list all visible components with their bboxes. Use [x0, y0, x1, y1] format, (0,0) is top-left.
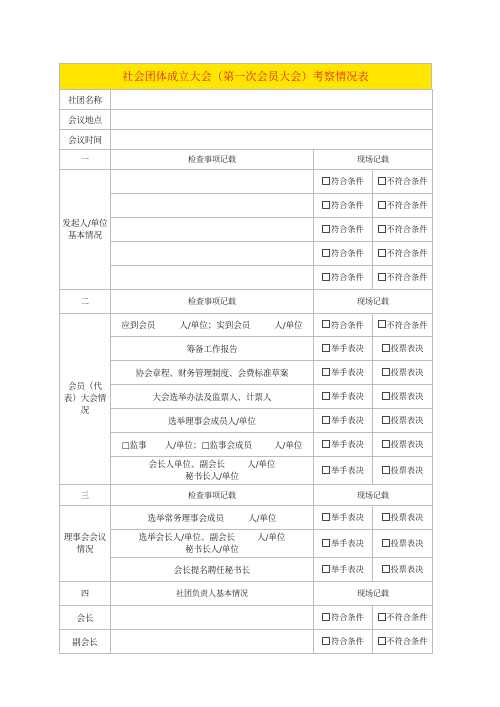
checkbox-icon[interactable]	[322, 344, 330, 352]
option-hand-vote[interactable]: 举手表决	[314, 457, 373, 485]
column-header-site-record: 现场记载	[314, 582, 433, 606]
info-row-location	[60, 110, 433, 130]
option-ballot-vote[interactable]: 投票表决	[373, 361, 433, 385]
checkbox-icon[interactable]	[378, 613, 386, 621]
checkbox-icon[interactable]	[322, 416, 330, 424]
column-header-site-record: 现场记载	[314, 290, 433, 314]
option-hand-vote[interactable]: 举手表决	[314, 409, 373, 433]
checkbox-icon[interactable]	[378, 320, 386, 328]
checkbox-icon[interactable]	[322, 440, 330, 448]
check-item: 协会章程、财务管理制度、会费标准草案	[111, 361, 314, 385]
table-row	[60, 266, 433, 290]
checkbox-icon[interactable]	[382, 513, 390, 521]
column-header-leader-info: 社团负责人基本情况	[111, 582, 314, 606]
option-not-meets[interactable]: 不符合条件	[373, 630, 433, 654]
checkbox-icon[interactable]	[322, 539, 330, 547]
section-label: 会员（代表）大会情况	[60, 314, 111, 485]
checkbox-icon[interactable]	[322, 201, 330, 209]
checkbox-icon[interactable]	[322, 392, 330, 400]
table-row	[60, 314, 433, 337]
checkbox-icon[interactable]	[322, 273, 330, 281]
table-row	[60, 337, 433, 361]
table-row	[60, 361, 433, 385]
column-header-check-items: 检查事项记载	[111, 150, 314, 170]
info-label: 社团名称	[60, 90, 111, 110]
checkbox-icon[interactable]	[322, 513, 330, 521]
column-header-check-items: 检查事项记载	[111, 485, 314, 506]
leader-label: 会长	[60, 606, 111, 630]
option-ballot-vote[interactable]: 投票表决	[373, 558, 433, 582]
table-row	[60, 558, 433, 582]
checkbox-icon[interactable]	[382, 466, 390, 474]
check-item: 筹备工作报告	[111, 337, 314, 361]
attendance-item: 应到会员 人/单位；实到会员 人/单位	[111, 314, 314, 337]
section-header-3	[60, 485, 433, 506]
checkbox-icon[interactable]	[382, 392, 390, 400]
column-header-check-items: 检查事项记载	[111, 290, 314, 314]
table-row	[60, 409, 433, 433]
option-ballot-vote[interactable]: 投票表决	[373, 457, 433, 485]
section-number: 四	[60, 582, 111, 606]
info-row-time	[60, 130, 433, 150]
section-number: 二	[60, 290, 111, 314]
table-row	[60, 170, 433, 194]
checkbox-icon[interactable]	[322, 613, 330, 621]
check-item-field[interactable]	[111, 242, 314, 266]
checkbox-icon[interactable]	[378, 225, 386, 233]
option-not-meets[interactable]: 不符合条件	[373, 194, 433, 218]
info-label: 会议地点	[60, 110, 111, 130]
option-meets[interactable]: 符合条件	[314, 242, 373, 266]
section-label: 发起人/单位基本情况	[60, 170, 111, 290]
leader-info-field[interactable]	[111, 606, 314, 630]
option-meets[interactable]: 符合条件	[314, 266, 373, 290]
leader-info-field[interactable]	[111, 630, 314, 654]
option-not-meets[interactable]: 不符合条件	[373, 314, 433, 337]
table-row	[60, 630, 433, 654]
info-label: 会议时间	[60, 130, 111, 150]
check-item-field[interactable]	[111, 218, 314, 242]
checkbox-icon[interactable]	[322, 320, 330, 328]
table-row	[60, 606, 433, 630]
checkbox-icon[interactable]	[378, 273, 386, 281]
option-not-meets[interactable]: 不符合条件	[373, 266, 433, 290]
section-number: 三	[60, 485, 111, 506]
table-row	[60, 457, 433, 485]
check-item: 大会选举办法及监票人、计票人	[111, 385, 314, 409]
checkbox-icon[interactable]	[378, 177, 386, 185]
checkbox-icon[interactable]	[382, 539, 390, 547]
option-hand-vote[interactable]: 举手表决	[314, 361, 373, 385]
table-row	[60, 218, 433, 242]
check-item-field[interactable]	[111, 194, 314, 218]
checkbox-icon[interactable]	[322, 249, 330, 257]
option-not-meets[interactable]: 不符合条件	[373, 242, 433, 266]
option-ballot-vote[interactable]: 投票表决	[373, 530, 433, 558]
option-ballot-vote[interactable]: 投票表决	[373, 433, 433, 457]
checkbox-icon[interactable]	[322, 565, 330, 573]
checkbox-icon[interactable]	[382, 368, 390, 376]
checkbox-icon[interactable]	[322, 637, 330, 645]
checkbox-icon[interactable]	[382, 344, 390, 352]
option-meets[interactable]: 符合条件	[314, 194, 373, 218]
option-meets[interactable]: 符合条件	[314, 630, 373, 654]
info-value-field[interactable]	[111, 110, 433, 130]
option-hand-vote[interactable]: 举手表决	[314, 337, 373, 361]
checkbox-icon[interactable]	[322, 177, 330, 185]
checkbox-icon[interactable]	[378, 637, 386, 645]
option-hand-vote[interactable]: 举手表决	[314, 433, 373, 457]
table-row	[60, 385, 433, 409]
option-meets[interactable]: 符合条件	[314, 606, 373, 630]
option-hand-vote[interactable]: 举手表决	[314, 385, 373, 409]
section-header-1	[60, 150, 433, 170]
option-ballot-vote[interactable]: 投票表决	[373, 337, 433, 361]
form-table	[59, 89, 433, 654]
section-number: 一	[60, 150, 111, 170]
checkbox-icon[interactable]	[378, 201, 386, 209]
checkbox-icon[interactable]	[382, 440, 390, 448]
table-row	[60, 194, 433, 218]
form-title: 社会团体成立大会（第一次会员大会）考察情况表	[59, 63, 432, 89]
check-item-field[interactable]	[111, 170, 314, 194]
option-not-meets[interactable]: 不符合条件	[373, 606, 433, 630]
leadership-election-item: 会长人单位、副会长 人/单位 秘书长人/单位	[111, 457, 314, 485]
supervisor-item: □监事 人/单位；□监事会成员 人/单位	[111, 433, 314, 457]
info-row-name	[60, 90, 433, 110]
table-row	[60, 433, 433, 457]
column-header-site-record: 现场记载	[314, 485, 433, 506]
option-not-meets[interactable]: 不符合条件	[373, 218, 433, 242]
section-label: 理事会会议情况	[60, 506, 111, 582]
option-meets[interactable]: 符合条件	[314, 314, 373, 337]
checkbox-icon[interactable]	[322, 368, 330, 376]
check-item: 选举常务理事会成员 人/单位	[111, 506, 314, 530]
checkbox-icon[interactable]	[378, 249, 386, 257]
column-header-site-record: 现场记载	[314, 150, 433, 170]
option-not-meets[interactable]: 不符合条件	[373, 170, 433, 194]
checkbox-icon[interactable]	[322, 225, 330, 233]
option-hand-vote[interactable]: 举手表决	[314, 506, 373, 530]
info-value-field[interactable]	[111, 130, 433, 150]
table-row	[60, 242, 433, 266]
option-meets[interactable]: 符合条件	[314, 218, 373, 242]
option-hand-vote[interactable]: 举手表决	[314, 530, 373, 558]
check-item: 选举理事会成员人/单位	[111, 409, 314, 433]
checkbox-icon[interactable]	[382, 416, 390, 424]
section-header-4	[60, 582, 433, 606]
option-ballot-vote[interactable]: 投票表决	[373, 506, 433, 530]
checkbox-icon[interactable]	[382, 565, 390, 573]
table-row	[60, 530, 433, 558]
table-row	[60, 506, 433, 530]
info-value-field[interactable]	[111, 90, 433, 110]
leader-label: 副会长	[60, 630, 111, 654]
checkbox-icon[interactable]	[322, 466, 330, 474]
option-ballot-vote[interactable]: 投票表决	[373, 409, 433, 433]
option-ballot-vote[interactable]: 投票表决	[373, 385, 433, 409]
section-header-2	[60, 290, 433, 314]
check-item-field[interactable]	[111, 266, 314, 290]
option-meets[interactable]: 符合条件	[314, 170, 373, 194]
inspection-form	[59, 63, 432, 654]
check-item: 会长提名聘任秘书长	[111, 558, 314, 582]
leadership-election-item: 选举会长人/单位、副会长 人/单位 秘书长人/单位	[111, 530, 314, 558]
option-hand-vote[interactable]: 举手表决	[314, 558, 373, 582]
